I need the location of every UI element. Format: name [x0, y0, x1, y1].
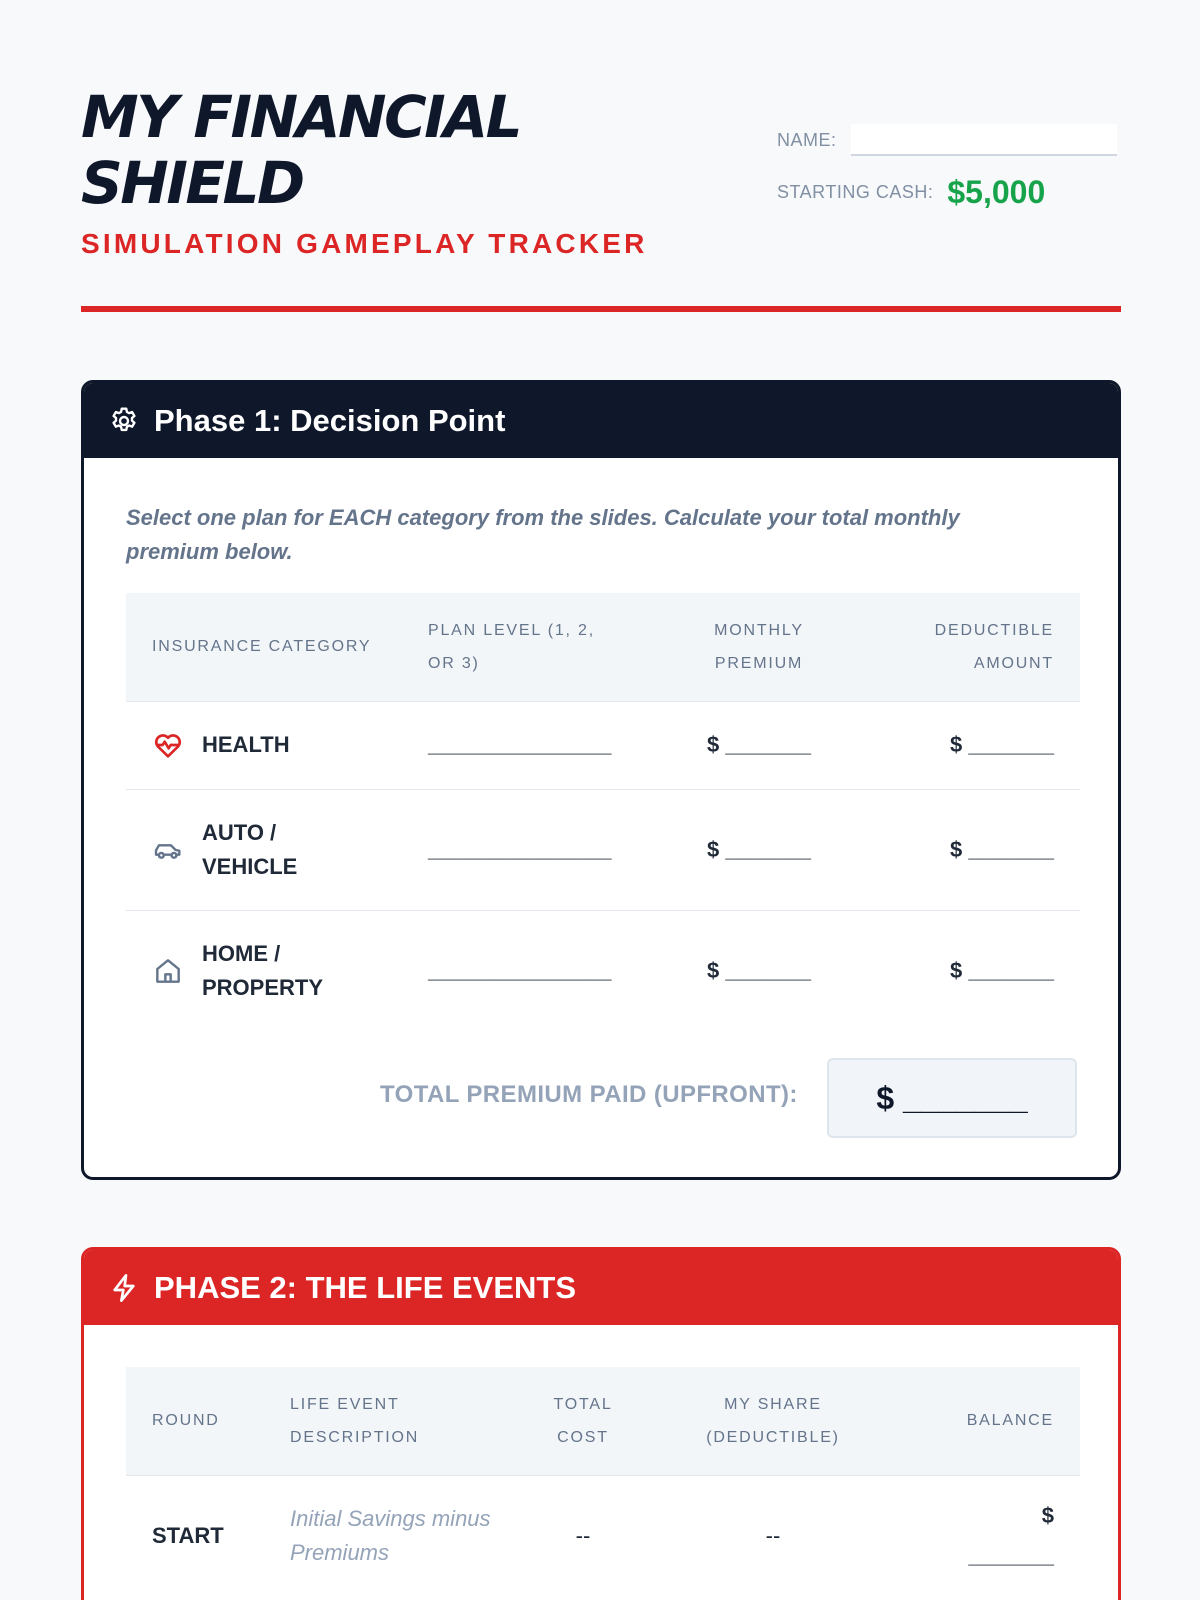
column-header: LIFE EVENT DESCRIPTION	[264, 1367, 518, 1475]
table-row	[126, 789, 1080, 910]
car-icon	[152, 834, 184, 866]
column-header: PLAN LEVEL (1, 2, OR 3)	[402, 593, 652, 701]
total-premium-field[interactable]: $ _______	[827, 1058, 1077, 1138]
deductible-field[interactable]: $ _______	[866, 789, 1080, 910]
my-share-cell: --	[648, 1475, 898, 1597]
column-header: INSURANCE CATEGORY	[126, 593, 402, 701]
plan-level-field[interactable]: _______________	[402, 910, 652, 1031]
page-title: MY FINANCIAL SHIELD	[81, 83, 521, 217]
column-header: TOTAL COST	[518, 1367, 648, 1475]
phase2-panel	[81, 1247, 1121, 1600]
gear-icon	[108, 405, 140, 437]
starting-cash-value: $5,000	[947, 174, 1046, 210]
balance-field[interactable]: $ _______	[898, 1475, 1080, 1597]
deductible-field[interactable]: $ _______	[866, 910, 1080, 1031]
table-row	[126, 701, 1080, 789]
monthly-premium-field[interactable]: $ _______	[652, 701, 866, 789]
monthly-premium-field[interactable]: $ _______	[652, 910, 866, 1031]
column-header: BALANCE	[898, 1367, 1080, 1475]
starting-cash-label: STARTING CASH:	[777, 182, 934, 202]
phase1-header	[84, 383, 1118, 458]
category-label: HEALTH	[202, 732, 290, 757]
page-subtitle: SIMULATION GAMEPLAY TRACKER	[81, 228, 648, 259]
life-events-table	[126, 1367, 1080, 1597]
column-header: MY SHARE (DEDUCTIBLE)	[648, 1367, 898, 1475]
round-cell: START	[126, 1475, 264, 1597]
plan-level-field[interactable]: _______________	[402, 701, 652, 789]
player-info	[777, 124, 1121, 211]
monthly-premium-field[interactable]: $ _______	[652, 789, 866, 910]
home-icon	[152, 955, 184, 987]
category-label: AUTO / VEHICLE	[202, 819, 298, 879]
column-header: DEDUCTIBLE AMOUNT	[866, 593, 1080, 701]
phase1-instructions: Select one plan for EACH category from the slides. Calculate your total monthly premium below.	[126, 505, 960, 564]
total-cost-cell: --	[518, 1475, 648, 1597]
plan-level-field[interactable]: _______________	[402, 789, 652, 910]
insurance-table	[126, 593, 1080, 1031]
phase1-title: Phase 1: Decision Point	[154, 402, 506, 438]
column-header: MONTHLY PREMIUM	[652, 593, 866, 701]
table-row	[126, 910, 1080, 1031]
heart-pulse-icon	[152, 729, 184, 761]
header-divider	[81, 306, 1121, 312]
phase2-header	[84, 1250, 1118, 1325]
lightning-icon	[108, 1272, 140, 1304]
page-header	[81, 84, 1121, 314]
name-field[interactable]	[851, 124, 1117, 156]
name-label: NAME:	[777, 129, 837, 150]
column-header: ROUND	[126, 1367, 264, 1475]
total-premium-label: TOTAL PREMIUM PAID (UPFRONT):	[380, 1081, 798, 1108]
deductible-field[interactable]: $ _______	[866, 701, 1080, 789]
event-description: Initial Savings minus Premiums	[264, 1475, 518, 1597]
table-row	[126, 1475, 1080, 1597]
category-label: HOME / PROPERTY	[202, 940, 324, 1000]
phase2-title: PHASE 2: THE LIFE EVENTS	[154, 1269, 577, 1305]
